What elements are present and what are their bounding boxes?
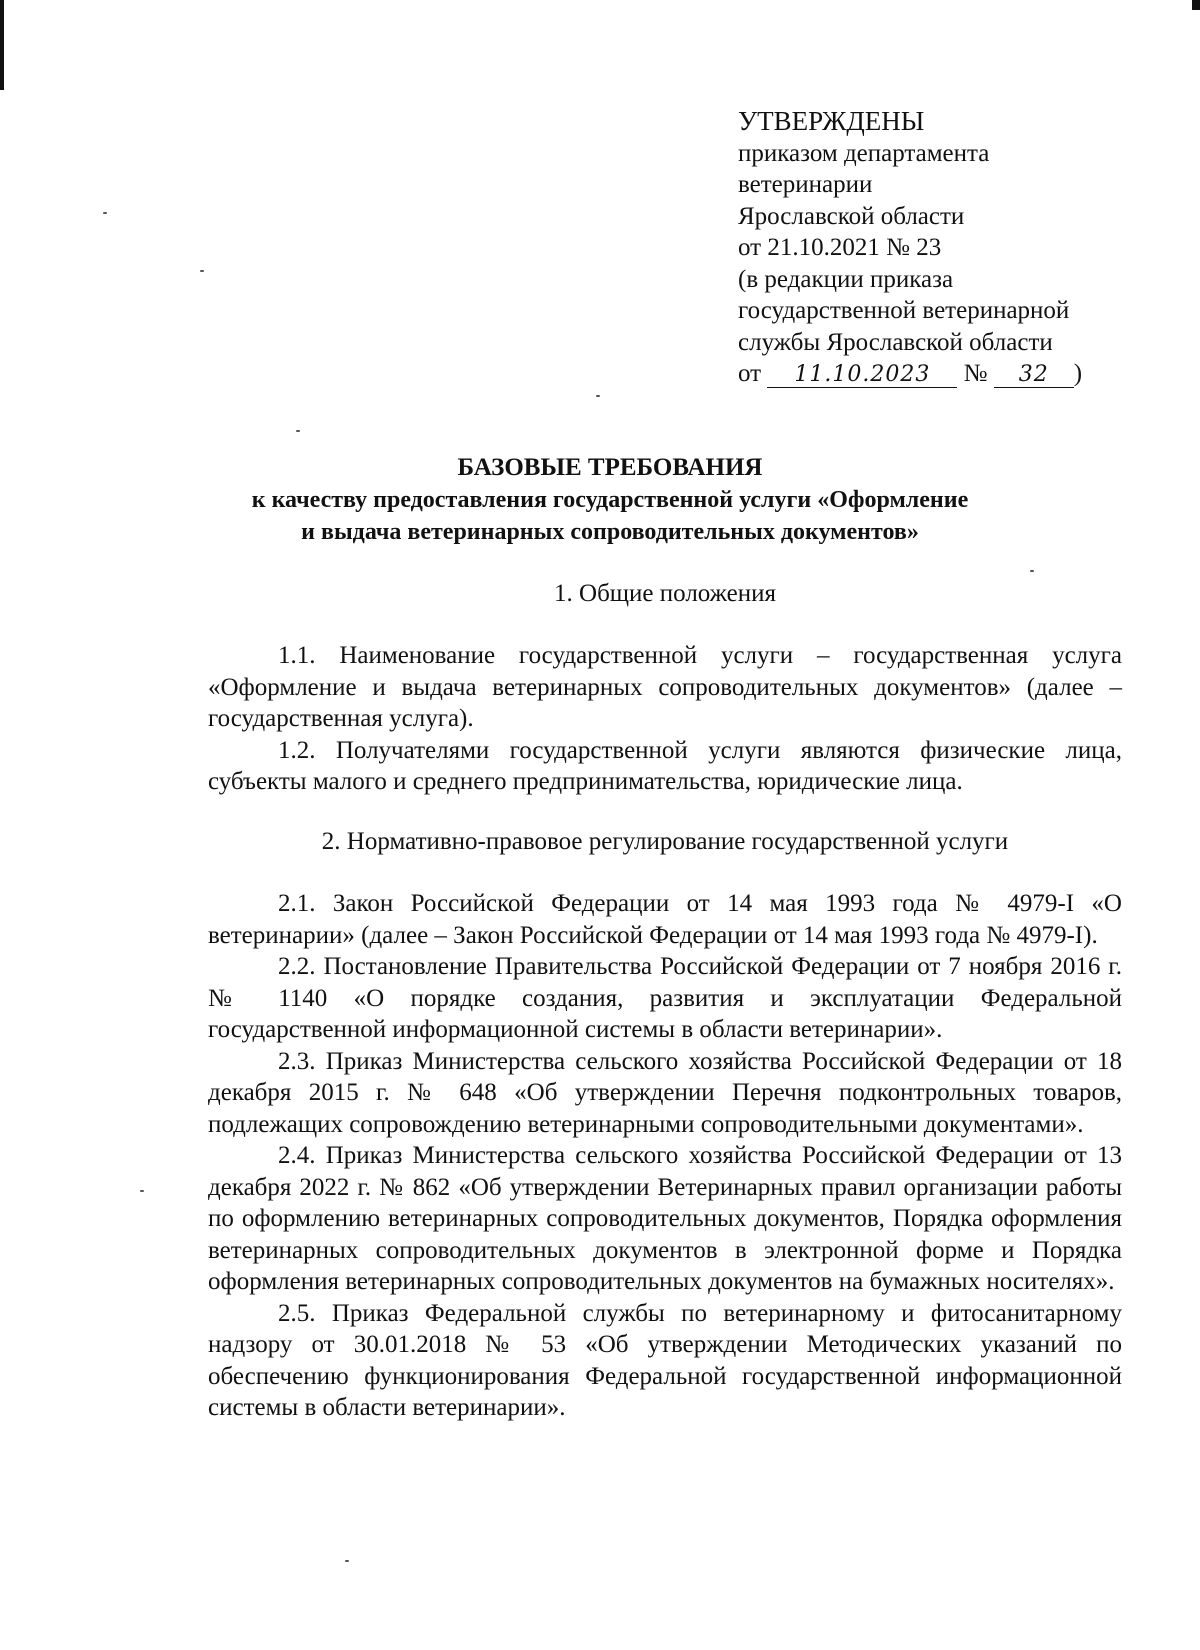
- scan-speck: [296, 430, 300, 432]
- paragraph: 2.1. Закон Российской Федерации от 14 мая 1993 года № 4979-I «О ветеринарии» (далее – Закон Российской Федерации от 14 мая 1993 года № 4979-I).: [208, 890, 1122, 949]
- handwritten-number: 32: [1018, 362, 1049, 387]
- approval-line: от 21.10.2021 № 23: [738, 234, 942, 261]
- section-body: [208, 888, 1122, 1424]
- scan-speck: [200, 270, 204, 272]
- approval-line: приказом департамента: [738, 139, 990, 167]
- paragraph: 2.2. Постановление Правительства Российской Федерации от 7 ноября 2016 г. № 1140 «О порядке создания, развития и эксплуатации Федеральной государственной информационной системы в области ветеринарии».: [208, 953, 1122, 1043]
- scan-speck: [1030, 570, 1034, 572]
- paragraph: 2.4. Приказ Министерства сельского хозяйства Российской Федерации от 13 декабря 2022 г. № 862 «Об утверждении Ветеринарных правил организации работы по оформлению ветеринарных сопроводительных документов, Порядка оформления ветеринарных сопроводительных документов в электронной форме и Порядка оформления ветеринарных сопроводительных документов на бумажных носителях».: [208, 1142, 1122, 1295]
- amendment-date-field: [767, 362, 957, 388]
- closing-parenthesis: ): [1073, 360, 1083, 387]
- scan-speck: [596, 395, 600, 397]
- section-heading: 2. Нормативно-правовое регулирование государственной услуги: [321, 828, 1009, 855]
- amendment-prefix: от: [738, 360, 762, 387]
- scan-speck: [140, 1190, 144, 1192]
- handwritten-date: 11.10.2023: [794, 362, 931, 387]
- paragraph: 2.3. Приказ Министерства сельского хозяйства Российской Федерации от 18 декабря 2015 г. № 648 «Об утверждении Перечня подконтрольных товаров, подлежащих сопровождению ветеринарными сопроводительными документами».: [208, 1047, 1122, 1138]
- section-heading: 1. Общие положения: [554, 580, 776, 607]
- amendment-number-field: [994, 362, 1074, 388]
- approval-line: (в редакции приказа: [738, 265, 954, 293]
- title-line: к качеству предоставления государственной услуги «Оформление: [251, 487, 969, 513]
- approval-line: государственной ветеринарной: [738, 297, 1070, 324]
- scan-edge-mark: [1192, 0, 1200, 10]
- document-title: [200, 452, 1020, 548]
- paragraph: 1.2. Получателями государственной услуги являются физические лица, субъекты малого и среднего предпринимательства, юридические лица.: [208, 736, 1122, 795]
- approval-line: ветеринарии: [738, 171, 873, 198]
- scan-speck: [345, 1560, 349, 1562]
- title-line: БАЗОВЫЕ ТРЕБОВАНИЯ: [457, 454, 763, 481]
- title-line: и выдача ветеринарных сопроводительных документов»: [301, 519, 919, 545]
- approval-heading: УТВЕРЖДЕНЫ: [738, 106, 925, 136]
- amendment-line: [738, 358, 1178, 390]
- paragraph: 1.1. Наименование государственной услуги – государственная услуга «Оформление и выдача ветеринарных сопроводительных документов» (далее – государственная услуга).: [208, 642, 1122, 732]
- paragraph: 2.5. Приказ Федеральной службы по ветеринарному и фитосанитарному надзору от 30.01.2018 № 53 «Об утверждении Методических указаний по обеспечению функционирования Федеральной государственной информационной системы в области ветеринарии».: [208, 1299, 1122, 1421]
- approval-block: [738, 106, 1178, 390]
- approval-line: службы Ярославской области: [738, 328, 1053, 356]
- approval-line: Ярославской области: [738, 202, 965, 230]
- scan-speck: [103, 212, 107, 214]
- number-sign: №: [963, 360, 988, 387]
- section-body: [208, 640, 1122, 798]
- scan-edge-mark: [0, 0, 4, 90]
